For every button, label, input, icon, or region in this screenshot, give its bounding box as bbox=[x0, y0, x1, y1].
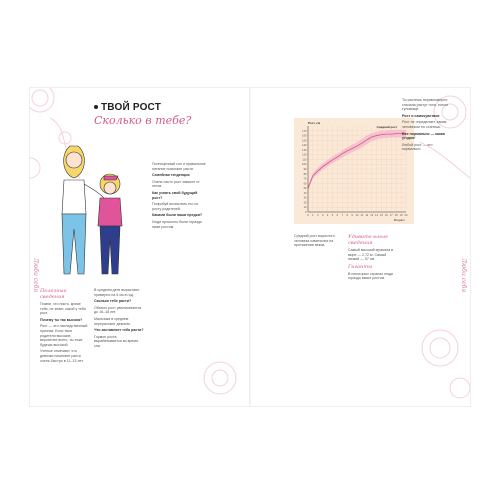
y-tick-label: 40 bbox=[303, 191, 307, 195]
x-tick-label: 9 bbox=[351, 214, 353, 217]
paragraph: В некоторых странах люди гораздо выше ростом. bbox=[348, 271, 393, 281]
growth-chart bbox=[294, 118, 414, 224]
right-page bbox=[250, 88, 470, 406]
y-tick-label: 120 bbox=[302, 153, 307, 157]
y-tick-label: 100 bbox=[302, 163, 307, 167]
left-page bbox=[30, 88, 250, 406]
x-tick-label: 16 bbox=[384, 214, 388, 217]
section-heading: Удивительные сведения bbox=[348, 234, 389, 246]
paragraph: Ты растешь неравномерно: сначала растут ноги, потом туловище. bbox=[402, 98, 449, 112]
x-tick-label: 3 bbox=[321, 214, 324, 217]
y-tick-label: 90 bbox=[303, 168, 307, 171]
x-axis-label: Возраст bbox=[394, 218, 406, 222]
paragraph: Самый высокий мужчина в мире — 2,72 м. Самый низкий — 57 см. bbox=[348, 248, 394, 262]
paragraph: Средний рост взрослого человека изменялся на протяжении веков. bbox=[294, 234, 335, 248]
paragraph: Мальчики в среднем перерастают девочек. bbox=[94, 316, 131, 326]
page-title: ТВОЙ РОСТ bbox=[94, 102, 161, 113]
x-tick-label: 4 bbox=[326, 214, 329, 217]
book-spread bbox=[30, 88, 470, 406]
x-tick-label: 5 bbox=[331, 214, 334, 217]
y-tick-label: 20 bbox=[303, 201, 307, 205]
y-tick-label: 80 bbox=[303, 172, 307, 176]
question-heading: Почему ты так высока? bbox=[40, 317, 83, 322]
series-label: Средний рост bbox=[376, 124, 398, 129]
side-label-left: Люби себя bbox=[32, 258, 39, 293]
paragraph: Полноценный сон и правильное питание помогают расти. bbox=[152, 162, 206, 171]
paragraph: Обычно рост увеличивается до 16–18 лет. bbox=[94, 305, 142, 315]
x-tick-label: 12 bbox=[365, 214, 369, 217]
y-tick-label: 140 bbox=[302, 144, 307, 148]
paragraph: Помни, что никто, кроме тебя, не знает, какой у тебя рост. bbox=[40, 302, 86, 316]
x-tick-label: 1 bbox=[312, 214, 314, 217]
paragraph: Очень часто рост зависит от генов. bbox=[152, 179, 200, 189]
y-tick-label: 130 bbox=[302, 148, 307, 152]
x-tick-label: 11 bbox=[360, 214, 364, 217]
paragraph: Ученые отмечают, что девочки начинают расти очень быстро в 11–13 лет. bbox=[40, 349, 84, 363]
question-heading: Все нормально — какая угодно! bbox=[402, 131, 445, 141]
mother-daughter-illustration bbox=[40, 134, 150, 284]
x-tick-label: 18 bbox=[394, 214, 398, 217]
y-tick-label: 110 bbox=[302, 158, 307, 162]
page-subtitle: Сколько в тебе? bbox=[94, 114, 192, 127]
paragraph: Гормон роста вырабатывается во время сна. bbox=[94, 334, 138, 348]
y-tick-label: 60 bbox=[303, 182, 307, 186]
y-tick-label: 170 bbox=[302, 129, 307, 133]
question-heading: Что заставляет тебя расти? bbox=[94, 328, 144, 333]
right-column-3 bbox=[402, 98, 452, 154]
x-tick-label: 15 bbox=[380, 214, 383, 217]
x-tick-label: 19 bbox=[399, 214, 403, 217]
question-heading: Какими были наши предки? bbox=[152, 213, 203, 218]
x-tick-label: 0 bbox=[307, 214, 309, 217]
right-column-2 bbox=[348, 234, 396, 283]
paragraph: Любой рост — это нормально. bbox=[402, 142, 433, 152]
y-tick-label: 0 bbox=[305, 211, 307, 214]
paragraph: В среднем дети вырастают примерно на 5 см в год. bbox=[94, 288, 140, 297]
x-tick-label: 7 bbox=[341, 214, 344, 217]
paragraph: Попробуй вычислить его по росту родителей. bbox=[152, 202, 199, 211]
y-tick-label: 70 bbox=[303, 177, 307, 181]
left-column-2 bbox=[94, 288, 144, 351]
right-column-1 bbox=[294, 234, 342, 250]
x-tick-label: 10 bbox=[355, 214, 359, 217]
question-heading: Сколько тебе расти? bbox=[94, 299, 132, 304]
section-heading: Гиганты bbox=[348, 263, 373, 270]
paragraph: Рост не определяет, каким человеком ты станешь. bbox=[402, 120, 447, 129]
x-tick-label: 2 bbox=[317, 214, 319, 217]
left-column-1 bbox=[40, 288, 88, 365]
bullet-icon bbox=[94, 105, 98, 109]
y-tick-label: 50 bbox=[303, 187, 307, 191]
x-tick-label: 6 bbox=[336, 214, 339, 217]
y-tick-label: 150 bbox=[302, 139, 307, 143]
y-tick-label: 160 bbox=[302, 134, 307, 138]
floral-decoration bbox=[400, 288, 470, 406]
question-heading: Семейная тенденция bbox=[152, 173, 190, 178]
left-column-3 bbox=[152, 162, 207, 231]
y-tick-label: 10 bbox=[303, 206, 307, 210]
y-axis-label: Рост, см bbox=[308, 121, 321, 125]
paragraph: Люди прошлого были гораздо ниже ростом. bbox=[152, 219, 202, 229]
x-tick-label: 13 bbox=[370, 214, 374, 217]
x-tick-label: 17 bbox=[389, 214, 393, 217]
x-tick-label: 14 bbox=[375, 214, 379, 217]
section-heading: Полезные сведения bbox=[40, 288, 67, 300]
side-label-right: Люби себя bbox=[460, 258, 467, 293]
floral-decoration bbox=[180, 338, 250, 406]
x-tick-label: 20 bbox=[404, 214, 408, 217]
x-tick-label: 8 bbox=[346, 214, 348, 217]
y-tick-label: 30 bbox=[303, 196, 307, 200]
paragraph: Рост — это наследственный признак. Если твои родители высокие, вероятнее всего, ты тоже будешь высокой. bbox=[40, 324, 88, 347]
question-heading: Как узнать свой будущий рост? bbox=[152, 190, 198, 200]
question-heading: Рост и самочувствие bbox=[402, 113, 440, 118]
